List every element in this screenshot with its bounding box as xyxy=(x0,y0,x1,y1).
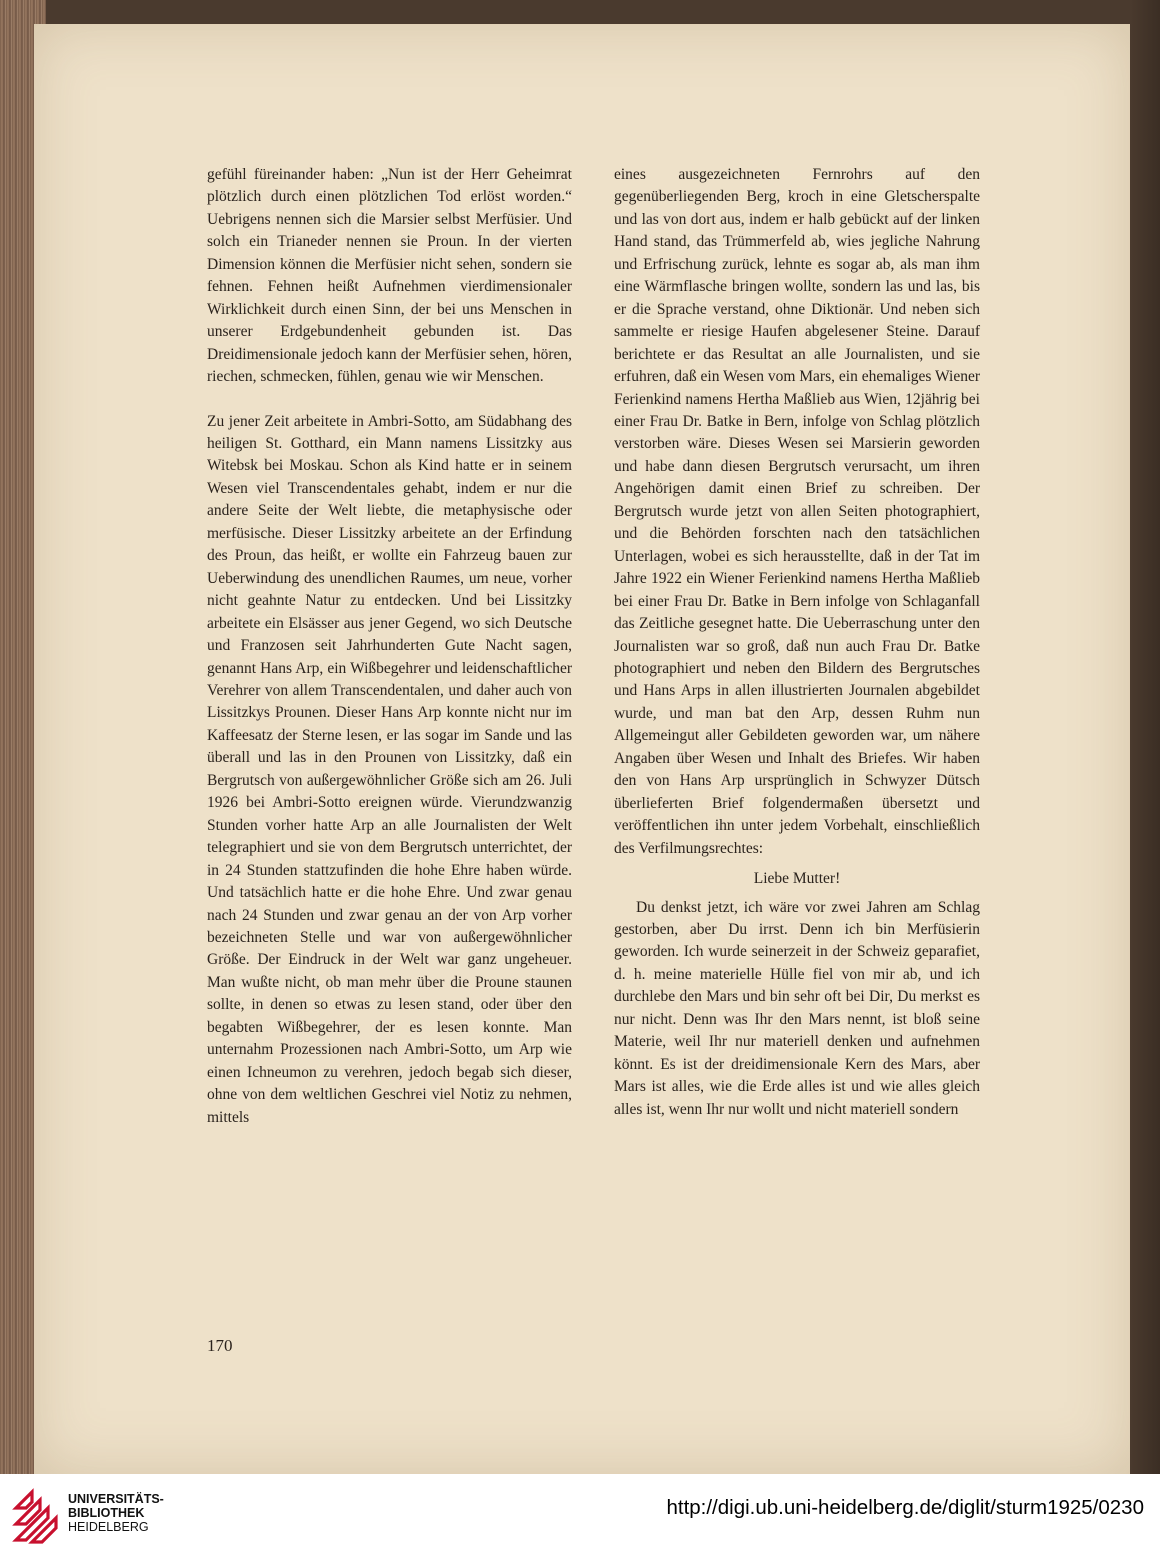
letter-body: Du denkst jetzt, ich wäre vor zwei Jahren am Schlag gestorben, aber Du irrst. Denn ich bin Merfüsierin geworden. Ich wurde seinerzeit in der Schweiz geparafiet, d. h. meine materielle Hülle fiel von mir ab, und ich durchlebe den Mars und bin sehr oft bei Dir, Du merkst es nur nicht. Denn was Ihr den Mars nennt, ist bloß seine Materie, weil Ihr nur materiell denken und aufnehmen könnt. Es ist der dreidimensionale Kern des Mars, aber Mars ist alles, wie die Erde alles ist und wie alles gleich alles ist, wenn Ihr nur wollt und nicht materiell sondern xyxy=(614,898,980,1118)
library-name-line-2: BIBLIOTHEK xyxy=(68,1506,145,1520)
library-logo-icon[interactable] xyxy=(12,1488,60,1546)
right-text-column xyxy=(614,164,980,1121)
library-name-line-1: UNIVERSITÄTS- xyxy=(68,1492,164,1506)
binding-shadow xyxy=(1130,0,1160,1474)
library-name-line-3: HEIDELBERG xyxy=(68,1520,149,1534)
page-number: 170 xyxy=(207,1336,233,1355)
letter-salutation: Liebe Mutter! xyxy=(753,870,841,888)
library-name[interactable] xyxy=(68,1492,164,1534)
left-text-column xyxy=(207,164,572,1129)
right-paragraph-1: eines ausgezeichneten Fernrohrs auf den gegenüberliegenden Berg, kroch in eine Gletscherspalte und las von dort aus, indem er halb gebückt auf der linken Hand stand, das Trümmerfeld ab, wies jegliche Nahrung und Erfrischung zurück, lehnte es sogar ab, als man ihm eine Wärmflasche bringen wollte, sondern las und las, bis er die Sprache verstand, ohne Diktionär. Und neben sich sammelte er riesige Haufen abgelesener Steine. Darauf berichtete er das Resultat an alle Journalisten, und sie erfuhren, daß ein Wesen vom Mars, ein ehemaliges Wiener Ferienkind namens Hertha Maßlieb aus Wien, 12jährig bei einer Frau Dr. Batke in Bern, infolge von Schlag plötzlich verstorben wäre. Dieses Wesen sei Marsierin geworden und habe dann diesen Bergrutsch verursacht, um ihren Angehörigen damit einen Brief zu schreiben. Der Bergrutsch wurde jetzt von allen Seiten photographiert, und die Behörden forschten nach den tatsächlichen Unterlagen, wobei es sich herausstellte, daß in der Tat im Jahre 1922 ein Wiener Ferienkind namens Hertha Maßlieb bei einer Frau Dr. Batke in Bern infolge von Schlaganfall das Zeitliche gesegnet hatte. Die Ueberraschung unter den Journalisten war so groß, daß nun auch Frau Dr. Batke photographiert und neben den Bildern des Bergrutsches und Hans Arps in allen illustrierten Journalen abgebildet wurde, und man bat den Arp, dessen Ruhm nun Allgemeingut aller Gebildeten geworden war, um nähere Angaben über Wesen und Inhalt des Briefes. Wir haben den von Hans Arp ursprünglich in Schwyzer Dütsch überlieferten Brief folgendermaßen übersetzt und veröffentlichen ihn unter jedem Vorbehalt, einschließlich des Verfilmungsrechtes: xyxy=(614,166,980,857)
footer-bar xyxy=(0,1474,1160,1558)
permalink-url[interactable]: http://digi.ub.uni-heidelberg.de/diglit/sturm1925/0230 xyxy=(666,1496,1144,1519)
left-paragraph-2: Zu jener Zeit arbeitete in Ambri-Sotto, am Südabhang des heiligen St. Gotthard, ein Mann namens Lissitzky aus Witebsk bei Moskau. Schon als Kind hatte er in seinem Wesen viel Transcendentales gehabt, indem er nur die andere Seite der Welt liebte, die metaphysische oder merfüsische. Dieser Lissitzky arbeitete an der Erfindung des Proun, das heißt, er wollte ein Fahrzeug bauen zur Ueberwindung des unendlichen Raumes, um neue, vorher nicht geahnte Natur zu entdecken. Und bei Lissitzky arbeitete ein Elsässer aus jener Gegend, wo sich Deutsche und Franzosen seit Jahrhunderten Gute Nacht sagen, genannt Hans Arp, ein Wißbegehrer und leidenschaftlicher Verehrer von allem Transcendentalen, und daher auch von Lissitzkys Prounen. Dieser Hans Arp konnte nicht nur im Kaffeesatz der Sterne lesen, er las sogar im Sande und las überall und las in den Prounen von Lissitzky, daß ein Bergrutsch von außergewöhnlicher Größe sich am 26. Juli 1926 bei Ambri-Sotto ereignen würde. Vierundzwanzig Stunden vorher hatte Arp an alle Journalisten der Welt telegraphiert und sie von dem Bergrutsch unterrichtet, der in 24 Stunden stattzufinden die hohe Ehre haben würde. Und tatsächlich hatte er die hohe Ehre. Und zwar genau nach 24 Stunden und zwar genau an der von Arp vorher bezeichneten Stelle und war von außergewöhnlicher Größe. Der Eindruck in der Welt war ganz ungeheuer. Man wußte nicht, ob man mehr über die Proune staunen sollte, in denen so etwas zu lesen stand, oder über den begabten Wißbegehrer, der es lesen konnte. Man unternahm Prozessionen nach Ambri-Sotto, um Arp wie einen Ichneumon zu verehren, jedoch begab sich dieser, ohne von dem weltlichen Geschrei viel Notiz zu nehmen, mittels xyxy=(207,412,572,1126)
left-paragraph-1: gefühl füreinander haben: „Nun ist der Herr Geheimrat plötzlich durch einen plötzlichen Tod erlöst worden.“ Uebrigens nennen sich die Marsier selbst Merfüsier. Und solch ein Trianeder nennen sie Proun. In der vierten Dimension können die Merfüsier nicht sehen, sondern sie fehnen. Fehnen heißt Aufnehmen vierdimensionaler Wirklichkeit durch einen Sinn, der bei uns Menschen in unserer Erdgebundenheit gebunden ist. Das Dreidimensionale jedoch kann der Merfüsier sehen, hören, riechen, schmecken, fühlen, genau wie wir Menschen. xyxy=(207,166,572,386)
